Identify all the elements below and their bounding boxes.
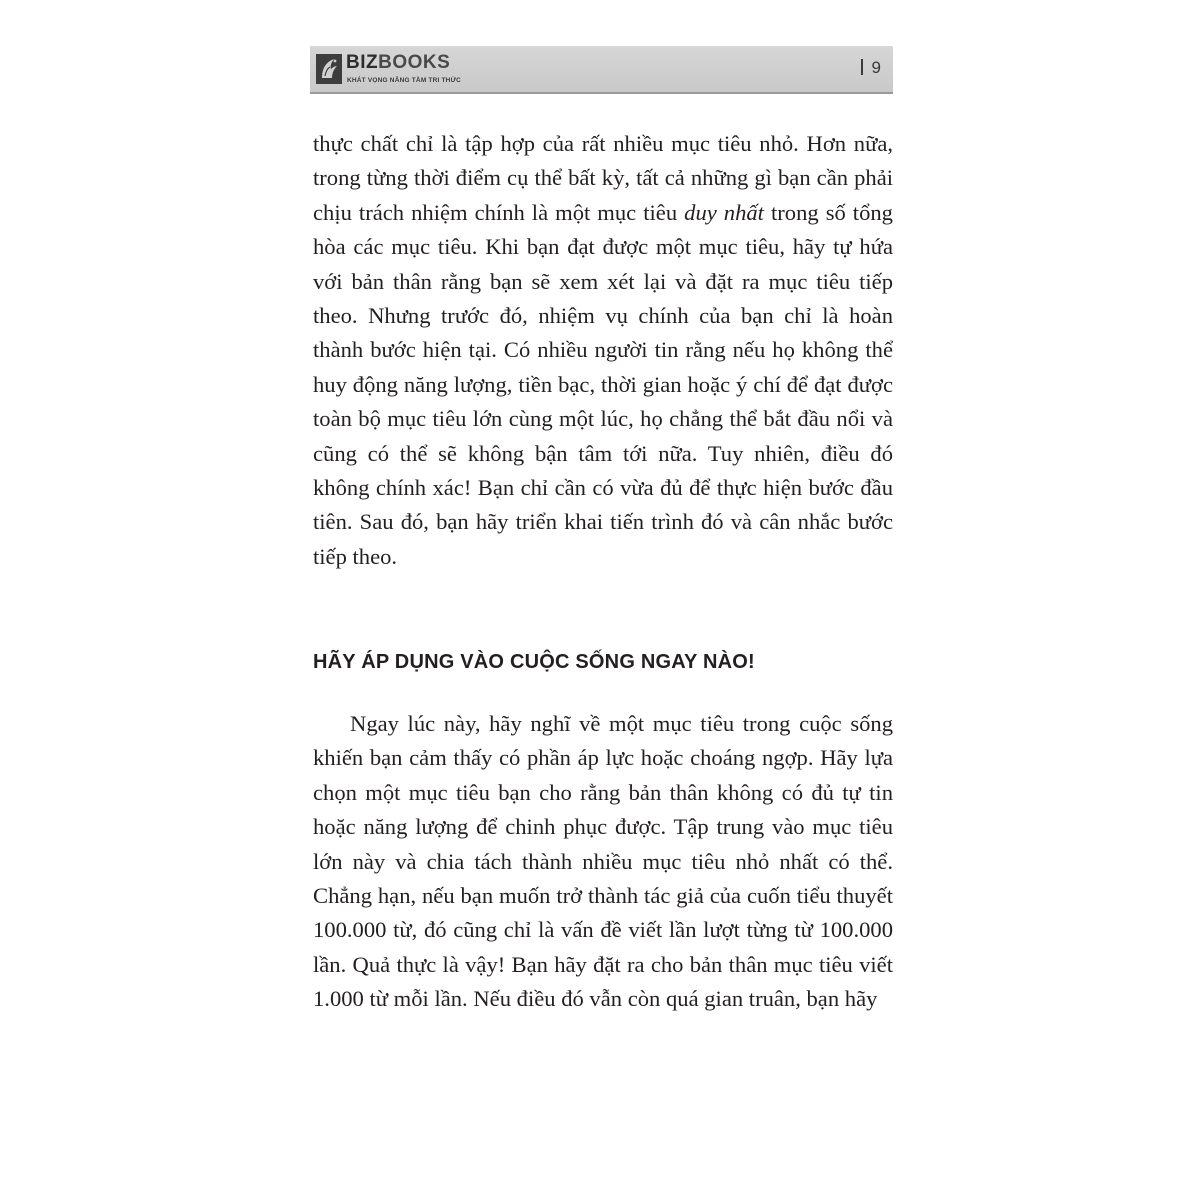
brand-name	[346, 52, 450, 74]
brand-tagline: KHÁT VỌNG NÂNG TẦM TRI THỨC	[347, 77, 462, 84]
emphasized-text: duy nhất	[684, 199, 764, 225]
body-paragraph-2	[313, 707, 893, 1017]
section-heading: HÃY ÁP DỤNG VÀO CUỘC SỐNG NGAY NÀO!	[313, 651, 755, 673]
brand-name-books: BOOKS	[378, 52, 451, 73]
page-number	[861, 58, 881, 78]
paragraph-text: Ngay lúc này, hãy nghĩ về một mục tiêu trong cuộc sống khiến bạn cảm thấy có phần áp lực hoặc choáng ngợp. Hãy lựa chọn một mục tiêu bạn cho rằng bản thân không có đủ tự tin hoặc năng lượng để chinh phục được. Tập trung vào mục tiêu lớn này và chia tách thành nhiều mục tiêu nhỏ nhất có thể. Chẳng hạn, nếu bạn muốn trở thành tác giả của cuốn tiểu thuyết 100.000 từ, đó cũng chỉ là vấn đề viết lần lượt từng từ 100.000 lần. Quả thực là vậy! Bạn hãy đặt ra cho bản thân mục tiêu viết 1.000 từ mỗi lần. Nếu điều đó vẫn còn quá gian truân, bạn hãy	[313, 711, 893, 1012]
bizbooks-logo-icon	[316, 54, 342, 84]
body-paragraph-1	[313, 127, 893, 574]
page-number-value: 9	[871, 58, 881, 77]
brand-name-biz: BIZ	[346, 52, 379, 73]
paragraph-text	[313, 127, 893, 574]
paragraph-text-part: thực chất chỉ là tập hợp của rất nhiều mục tiêu nhỏ. Hơn nữa, trong từng thời điểm cụ thể bất kỳ, tất cả những gì bạn cần phải chịu trách nhiệm chính là một mục tiêu	[313, 131, 893, 225]
paragraph-text-part: trong số tổng hòa các mục tiêu. Khi bạn đạt được một mục tiêu, hãy tự hứa với bản thân rằng bạn sẽ xem xét lại và đặt ra mục tiêu tiếp theo. Nhưng trước đó, nhiệm vụ chính của bạn chỉ là hoàn thành bước hiện tại. Có nhiều người tin rằng nếu họ không thể huy động năng lượng, tiền bạc, thời gian hoặc ý chí để đạt được toàn bộ mục tiêu lớn cùng một lúc, họ chẳng thể bắt đầu nổi và cũng có thể sẽ không bận tâm tới nữa. Tuy nhiên, điều đó không chính xác! Bạn chỉ cần có vừa đủ để thực hiện bước đầu tiên. Sau đó, bạn hãy triển khai tiến trình đó và cân nhắc bước tiếp theo.	[313, 199, 893, 569]
page-number-divider	[861, 59, 863, 75]
page-header	[310, 46, 893, 94]
